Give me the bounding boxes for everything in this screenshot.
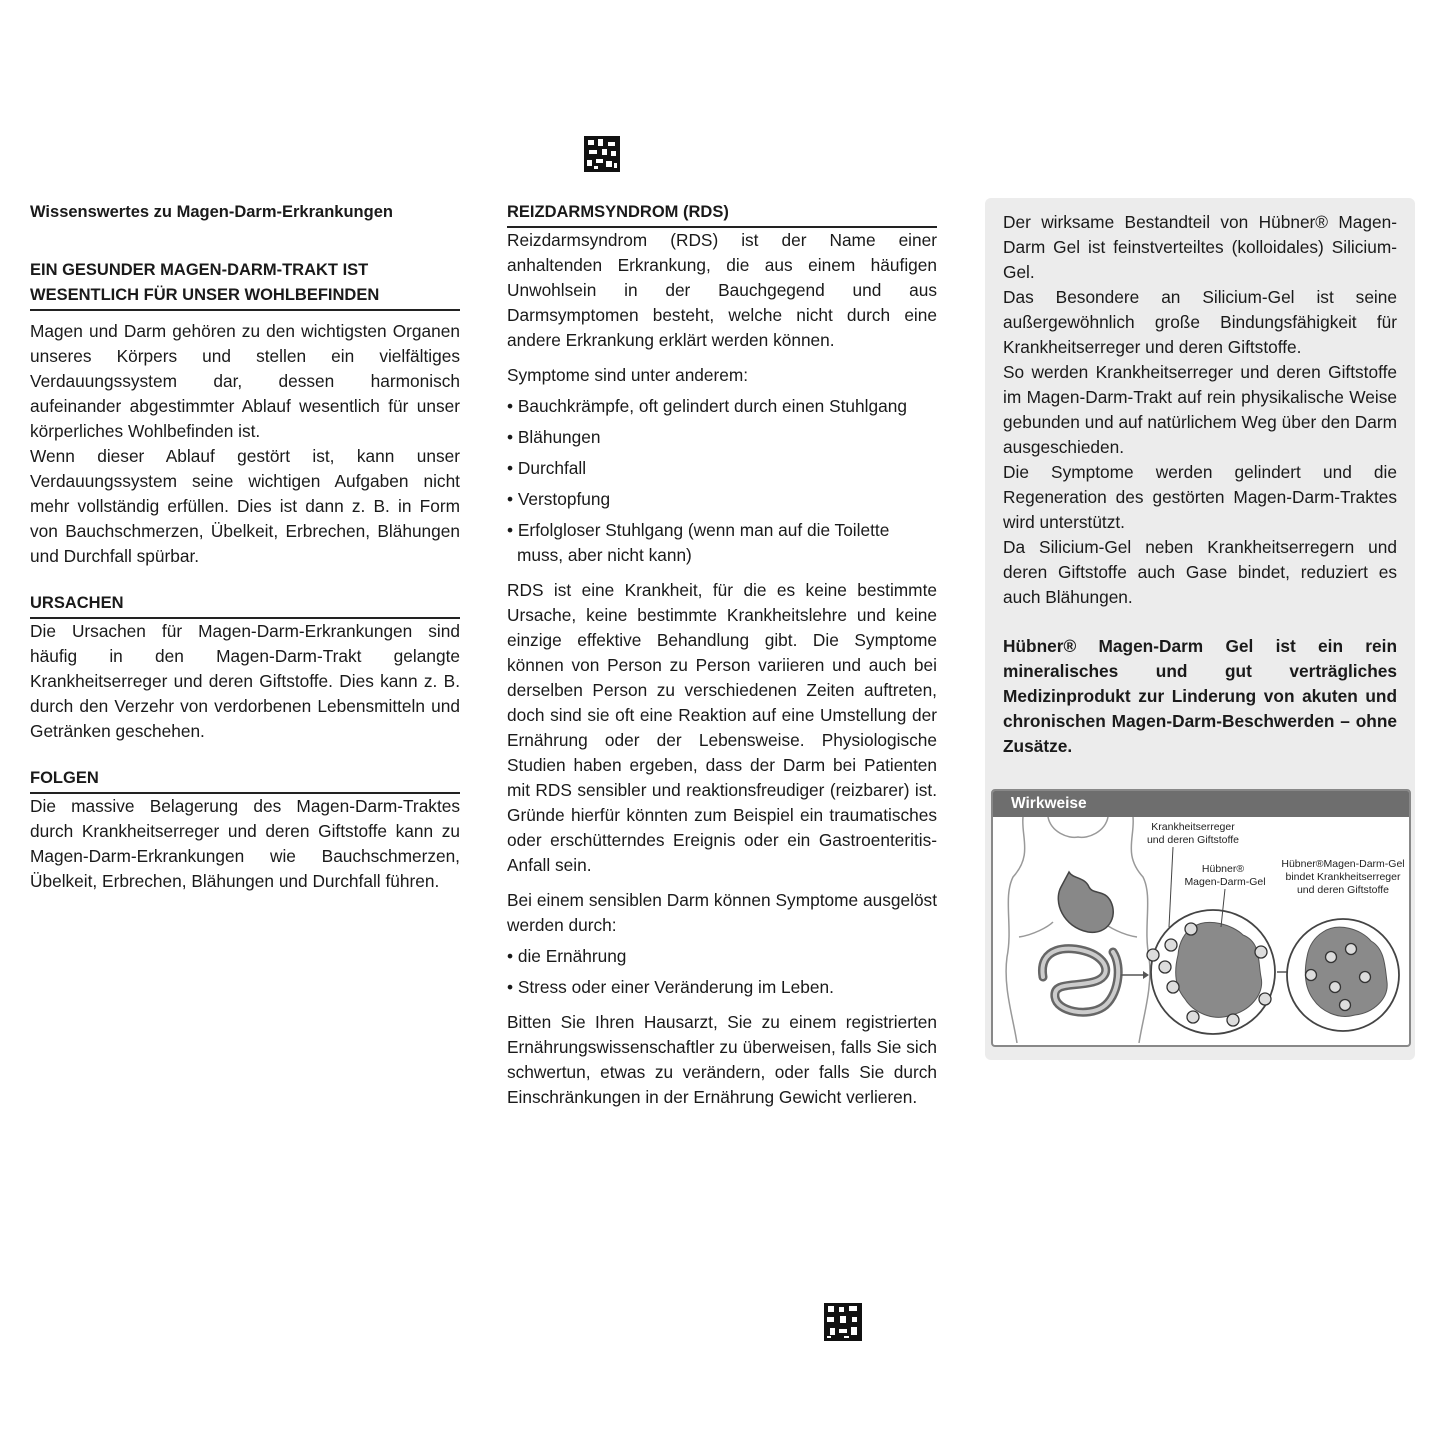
section-consequences <box>30 766 460 894</box>
heading-line-2: WESENTLICH FÜR UNSER WOHLBEFINDEN <box>30 286 380 304</box>
symptoms-list <box>507 394 937 568</box>
magnified-circle-after <box>1287 919 1399 1031</box>
paragraph: Magen und Darm gehören zu den wichtigsten Organen unseres Körpers und stellen ein vielfältiges Verdauungssystem dar, dessen harmonisch aufeinander abgestimmter Ablauf wesentlich für unser körperliches Wohlbefinden ist. <box>30 321 460 441</box>
paragraph: Reizdarmsyndrom (RDS) ist der Name einer anhaltenden Erkrankung, die aus einem häufigen Unwohlsein in der Bauchgegend und aus Darmsymptomen besteht, welche nicht durch eine andere Erkrankung erklärt werden können. <box>507 230 937 350</box>
paragraph: Wenn dieser Ablauf gestört ist, kann unser Verdauungssystem seine wichtigen Aufgaben nicht mehr vollständig erfüllen. Dies ist dann z. B. in Form von Bauchschmerzen, Übelkeit, Erbrechen, Blähungen und Durchfall spürbar. <box>30 446 460 566</box>
svg-text:Hübner®Magen-Darm-Gel: Hübner®Magen-Darm-Gel <box>1281 858 1405 870</box>
section-heading: FOLGEN <box>30 766 460 794</box>
magnified-circle-before <box>1147 910 1275 1034</box>
triggers-list <box>507 944 937 1000</box>
list-item: • Erfolgloser Stuhlgang (wenn man auf die Toilette muss, aber nicht kann) <box>507 520 890 565</box>
paragraph: So werden Krankheitserreger und deren Giftstoffe im Magen-Darm-Trakt auf rein physikalische Weise gebunden und auf natürlichem Weg über den Darm ausgeschieden. <box>1003 362 1397 457</box>
paragraph: Die Symptome werden gelindert und die Regeneration des gestörten Magen-Darm-Traktes wird unterstützt. <box>1003 462 1397 532</box>
svg-text:bindet Krankheitserreger: bindet Krankheitserreger <box>1285 871 1401 883</box>
svg-text:Krankheitserreger: Krankheitserreger <box>1151 821 1235 833</box>
bottom-datamatrix-code <box>824 1303 862 1341</box>
column-left <box>30 200 460 916</box>
paragraph: Die Ursachen für Magen-Darm-Erkrankungen sind häufig in den Magen-Darm-Trakt gelangte Krankheitserreger und deren Giftstoffe. Dies kann z. B. durch den Verzehr von verdorbenen Lebensmitteln und Getränken geschehen. <box>30 621 460 741</box>
svg-text:und deren Giftstoffe: und deren Giftstoffe <box>1296 884 1390 896</box>
list-item: • die Ernährung <box>507 946 627 966</box>
section-heading-rds: REIZDARMSYNDROM (RDS) <box>507 200 937 228</box>
list-item: • Bauchkrämpfe, oft gelindert durch einen Stuhlgang <box>507 396 907 416</box>
column-right-infobox <box>985 198 1415 1060</box>
svg-text:und deren Giftstoffe: und deren Giftstoffe <box>1146 834 1240 846</box>
svg-text:Magen-Darm-Gel: Magen-Darm-Gel <box>1184 876 1266 888</box>
intro-title: Wissenswertes zu Magen-Darm-Erkrankungen <box>30 203 393 221</box>
figure-title: Wirkweise <box>993 791 1409 817</box>
paragraph: Der wirksame Bestandteil von Hübner® Magen-Darm Gel ist feinstverteiltes (kolloidales) Silicium-Gel. <box>1003 212 1397 282</box>
paragraph: RDS ist eine Krankheit, für die es keine bestimmte Ursache, keine bestimmte Krankheitslehre und keine einzige effektive Behandlung gibt. Die Symptome können von Person zu Person variieren und auch bei derselben Person zu verschiedenen Zeiten auftreten, doch sind sie oft eine Reaktion auf eine Umstellung der Ernährung oder der Lebensweise. Physiologische Studien haben ergeben, dass der Darm bei Patienten mit RDS sensibler und reaktionsfreudiger (reizbarer) ist. Gründe hierfür könnten zum Beispiel ein traumatisches oder erschütterndes Ereignis oder ein Gastroenteritis-Anfall sein. <box>507 580 937 875</box>
svg-text:Hübner®: Hübner® <box>1201 863 1245 875</box>
list-item: • Verstopfung <box>507 489 611 509</box>
label-bound <box>1281 858 1404 896</box>
paragraph: Da Silicium-Gel neben Krankheitserregern und deren Giftstoffe auch Gase bindet, reduziert es auch Blähungen. <box>1003 537 1397 607</box>
section-causes <box>30 591 460 744</box>
column-middle <box>507 200 937 1110</box>
list-item: • Stress oder einer Veränderung im Leben. <box>507 977 834 997</box>
list-item: • Durchfall <box>507 458 587 478</box>
section-heading <box>30 258 460 311</box>
wirkweise-figure <box>991 789 1411 1047</box>
paragraph: Die massive Belagerung des Magen-Darm-Traktes durch Krankheitserreger und deren Giftstoffe kann zu Magen-Darm-Erkrankungen wie Bauchschmerzen, Übelkeit, Erbrechen, Blähungen und Durchfall führen. <box>30 796 460 891</box>
symptoms-intro: Symptome sind unter anderem: <box>507 365 749 385</box>
section-healthy-tract <box>30 258 460 569</box>
mechanism-illustration <box>993 817 1411 1043</box>
list-item: • Blähungen <box>507 427 601 447</box>
product-statement: Hübner® Magen-Darm Gel ist ein rein mineralisches und gut verträgliches Medizinprodukt zur Linderung von akuten und chronischen Magen-Darm-Beschwerden – ohne Zusätze. <box>1003 636 1397 756</box>
heading-line-1: EIN GESUNDER MAGEN-DARM-TRAKT IST <box>30 261 369 279</box>
section-heading: URSACHEN <box>30 591 460 619</box>
paragraph: Das Besondere an Silicium-Gel ist seine außergewöhnlich große Bindungsfähigkeit für Krankheitserreger und deren Giftstoffe. <box>1003 287 1397 357</box>
triggers-intro: Bei einem sensiblen Darm können Symptome ausgelöst werden durch: <box>507 890 937 935</box>
stomach-icon <box>1058 872 1113 932</box>
top-datamatrix-code <box>584 136 620 172</box>
paragraph: Bitten Sie Ihren Hausarzt, Sie zu einem registrierten Ernährungswissenschaftler zu überweisen, falls Sie sich schwertun, etwas zu verändern, oder falls Sie durch Einschränkungen in der Ernährung Gewicht verlieren. <box>507 1012 937 1107</box>
